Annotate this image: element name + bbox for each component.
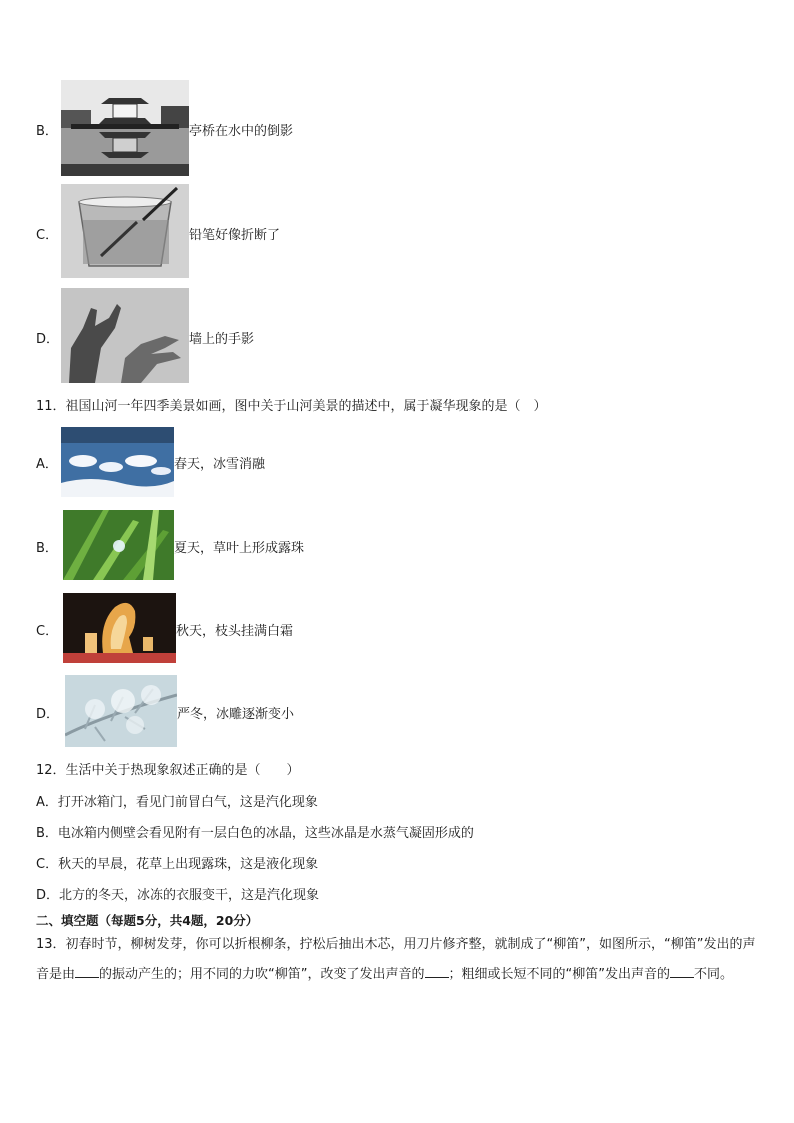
- q13-question: [36, 930, 760, 990]
- dew-on-grass-photo: [63, 510, 174, 580]
- melting-snow-photo: [61, 427, 174, 497]
- answer-blank-1[interactable]: [75, 965, 99, 978]
- q13-text-2: 的振动产生的；用不同的力吹“柳笛”，改变了发出声音的: [99, 967, 425, 982]
- q13-text-4: 不同。: [693, 967, 733, 982]
- option-caption: 墙上的手影: [189, 332, 255, 347]
- q13-text-1: 13．初春时节，柳树发芽，你可以折根柳条，拧松后抽出木芯，用刀片修齐整，就制成了“柳笛”，如图所示，“柳笛”发出的声音是由: [36, 937, 756, 982]
- option-caption: 秋天，枝头挂满白霜: [176, 624, 294, 639]
- q12-option-d: D．北方的冬天，冰冻的衣服变干，这是汽化现象: [36, 888, 320, 903]
- option-caption: 严冬，冰雕逐渐变小: [177, 707, 295, 722]
- pavilion-reflection-photo: [61, 80, 189, 176]
- frost-branches-photo: [65, 675, 177, 747]
- option-letter: C．: [36, 228, 59, 243]
- option-letter: B．: [36, 541, 58, 556]
- option-caption: 夏天，草叶上形成露珠: [174, 541, 305, 556]
- option-letter: D．: [36, 707, 60, 722]
- q12-option-b: B．电冰箱内侧壁会看见附有一层白色的冰晶，这些冰晶是水蒸气凝固形成的: [36, 826, 474, 841]
- option-letter: D．: [36, 332, 60, 347]
- section-title: 二、填空题（每题5分，共4题，20分）: [36, 913, 259, 928]
- option-caption: 铅笔好像折断了: [189, 228, 281, 243]
- pencil-in-water-photo: [61, 184, 189, 278]
- q13-text-3: ；粗细或长短不同的“柳笛”发出声音的: [448, 967, 670, 982]
- q12-option-c: C．秋天的早晨，花草上出现露珠，这是液化现象: [36, 857, 319, 872]
- q12-option-a: A．打开冰箱门，看见门前冒白气，这是汽化现象: [36, 795, 318, 810]
- answer-blank-2[interactable]: [425, 965, 449, 978]
- ice-sculpture-photo: [63, 593, 176, 663]
- option-caption: 亭桥在水中的倒影: [189, 124, 294, 139]
- answer-blank-3[interactable]: [670, 965, 694, 978]
- q11-stem: 11．祖国山河一年四季美景如画，图中关于山河美景的描述中，属于凝华现象的是（ ）: [36, 399, 547, 414]
- hand-shadow-photo: [61, 288, 189, 383]
- q12-stem: 12．生活中关于热现象叙述正确的是（ ）: [36, 763, 300, 778]
- option-caption: 春天，冰雪消融: [174, 457, 266, 472]
- option-letter: B．: [36, 124, 58, 139]
- option-letter: A．: [36, 457, 58, 472]
- option-letter: C．: [36, 624, 59, 639]
